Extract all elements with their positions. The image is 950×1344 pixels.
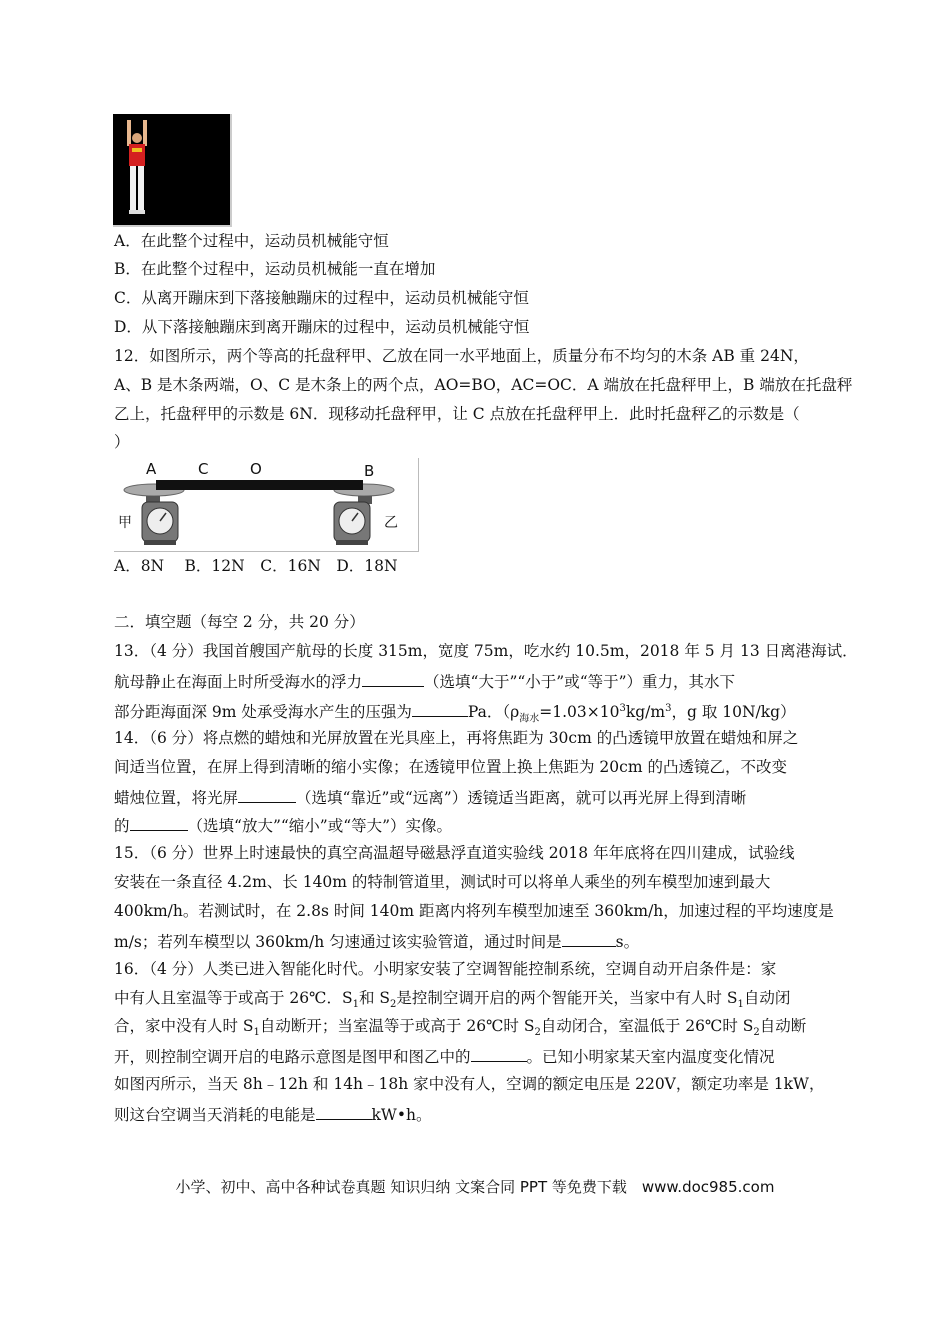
q16-line3: 合，家中没有人时 $S_1$自动断开；当室温等于或高于 26℃时 $S_2$自动闭合，室温低于 26℃时 $S_2$自动断: [114, 1017, 807, 1039]
answer-blank: [412, 700, 468, 717]
q16-line6: 则这台空调当天消耗的电能是 kW•h。: [114, 1103, 431, 1125]
athlete-icon: [113, 114, 230, 225]
q16-line1: 16．（4 分）人类已进入智能化时代。小明家安装了空调智能控制系统，空调自动开启条件是：家: [114, 960, 777, 978]
answer-blank: [238, 786, 296, 803]
q11-option-d: D．从下落接触蹦床到离开蹦床的过程中，运动员机械能守恒: [114, 318, 530, 336]
q16-line2: 中有人且室温等于或高于 26℃．$S_1$和 $S_2$是控制空调开启的两个智能开关，当家中有人时 $S_1$自动闭: [114, 989, 791, 1011]
point-o-label: O: [250, 460, 262, 478]
q14-line1: 14．（6 分）将点燃的蜡烛和光屏放置在光具座上，再将焦距为 30cm 的凸透镜甲放置在蜡烛和屏之: [114, 729, 799, 747]
q13-line1: 13．（4 分）我国首艘国产航母的长度 315m，宽度 75m，吃水约 10.5m，2018 年 5 月 13 日离港海试．: [114, 642, 858, 660]
answer-blank: [362, 670, 424, 687]
q13-line2: 航母静止在海面上时所受海水的浮力 （选填“大于”“小于”或“等于”）重力，其水下: [114, 670, 735, 692]
page-footer: 小学、初中、高中各种试卷真题 知识归纳 文案合同 PPT 等免费下载 www.doc985.com: [175, 1178, 775, 1196]
q16-line4: 开，则控制空调开启的电路示意图是图甲和图乙中的 。已知小明家某天室内温度变化情况: [114, 1045, 775, 1067]
q16-line5: 如图丙所示，当天 8h﹣12h 和 14h﹣18h 家中没有人，空调的额定电压是 220V，额定功率是 1kW，: [114, 1075, 825, 1093]
answer-blank: [130, 814, 188, 831]
scale-figure: [114, 458, 419, 552]
q15-line3: 400km/h。若测试时，在 2.8s 时间 140m 距离内将列车模型加速至 360km/h，加速过程的平均速度是: [114, 902, 834, 920]
q14-line3: 蜡烛位置，将光屏 （选填“靠近”或“远离”）透镜适当距离，就可以再光屏上得到清晰: [114, 786, 746, 808]
scale-jia-label: 甲: [118, 515, 132, 531]
q12-line1: 12．如图所示，两个等高的托盘秤甲、乙放在同一水平地面上，质量分布不均匀的木条 AB 重 24N，: [114, 347, 809, 365]
q11-option-c: C．从离开蹦床到下落接触蹦床的过程中，运动员机械能守恒: [114, 289, 529, 307]
q11-option-b: B．在此整个过程中，运动员机械能一直在增加: [114, 260, 436, 278]
q13-line3: 部分距海面深 9m 处承受海水产生的压强为 Pa．（$\rho_{海水}=1.03\times 10^3kg/m^3$，g 取 10N/kg）: [114, 699, 796, 729]
q14-line4: 的 （选填“放大”“缩小”或“等大”）实像。: [114, 814, 452, 836]
section2-title: 二．填空题（每空 2 分，共 20 分）: [114, 613, 365, 631]
athlete-photo: [113, 114, 232, 227]
q11-option-a: A．在此整个过程中，运动员机械能守恒: [114, 232, 389, 250]
q12-line4: ）: [114, 433, 130, 451]
scale-yi-label: 乙: [384, 515, 398, 531]
point-c-label: C: [198, 460, 209, 478]
point-a-label: A: [146, 460, 157, 478]
q12-options: A．8N B．12N C．16N D．18N: [114, 557, 398, 575]
q15-line1: 15．（6 分）世界上时速最快的真空高温超导磁悬浮直道实验线 2018 年年底将在四川建成，试验线: [114, 844, 795, 862]
answer-blank: [562, 930, 616, 947]
q12-line2: A、B 是木条两端，O、C 是木条上的两个点，AO=BO，AC=OC．A 端放在托盘秤甲上，B 端放在托盘秤: [114, 376, 853, 394]
answer-blank: [316, 1103, 372, 1120]
q14-line2: 间适当位置，在屏上得到清晰的缩小实像；在透镜甲位置上换上焦距为 20cm 的凸透镜乙，不改变: [114, 758, 787, 776]
q12-line3: 乙上，托盘秤甲的示数是 6N．现移动托盘秤甲，让 C 点放在托盘秤甲上．此时托盘秤乙的示数是（: [114, 405, 800, 423]
answer-blank: [471, 1045, 527, 1062]
point-b-label: B: [364, 462, 375, 480]
q15-line4: m/s；若列车模型以 360km/h 匀速通过该实验管道，通过时间是 s。: [114, 930, 639, 952]
q15-line2: 安装在一条直径 4.2m、长 140m 的特制管道里，测试时可以将单人乘坐的列车模型加速到最大: [114, 873, 771, 891]
